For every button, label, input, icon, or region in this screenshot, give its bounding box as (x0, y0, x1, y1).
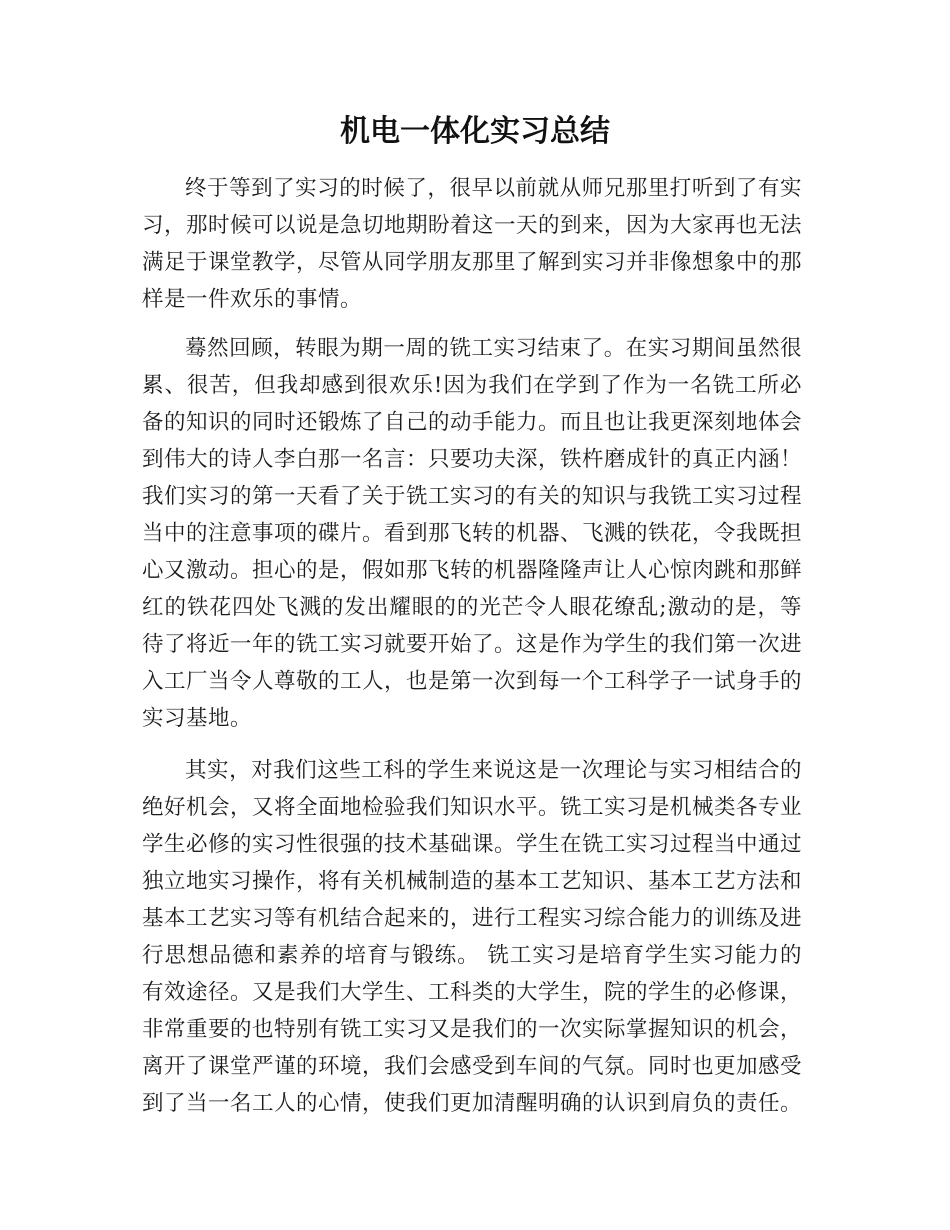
paragraph-1: 终于等到了实习的时候了，很早以前就从师兄那里打听到了有实习，那时候可以说是急切地期盼着这一天的到来，因为大家再也无法满足于课堂教学，尽管从同学朋友那里了解到实习并非像想象中的那样是一件欢乐的事情。 (142, 176, 803, 312)
paragraph-2: 蓦然回顾，转眼为期一周的铣工实习结束了。在实习期间虽然很累、很苦，但我却感到很欢乐!因为我们在学到了作为一名铣工所必备的知识的同时还锻炼了自己的动手能力。而且也让我更深刻地体会到伟大的诗人李白那一名言：只要功夫深，铁杵磨成针的真正内涵！我们实习的第一天看了关于铣工实习的有关的知识与我铣工实习过程当中的注意事项的碟片。看到那飞转的机器、飞溅的铁花，令我既担心又激动。担心的是，假如那飞转的机器隆隆声让人心惊肉跳和那鲜红的铁花四处飞溅的发出耀眼的的光芒令人眼花缭乱;激动的是，等待了将近一年的铣工实习就要开始了。这是作为学生的我们第一次进入工厂当令人尊敬的工人，也是第一次到每一个工科学子一试身手的实习基地。 (142, 336, 803, 731)
paragraph-3: 其实，对我们这些工科的学生来说这是一次理论与实习相结合的绝好机会，又将全面地检验我们知识水平。铣工实习是机械类各专业学生必修的实习性很强的技术基础课。学生在铣工实习过程当中通过独立地实习操作，将有关机械制造的基本工艺知识、基本工艺方法和基本工艺实习等有机结合起来的，进行工程实习综合能力的训练及进行思想品德和素养的培育与锻练。 铣工实习是培育学生实习能力的有效途径。又是我们大学生、工科类的大学生，院的学生的必修课，非常重要的也特别有铣工实习又是我们的一次实际掌握知识的机会，离开了课堂严谨的环境，我们会感受到车间的气氛。同时也更加感受到了当一名工人的心情，使我们更加清醒明确的认识到肩负的责任。 (142, 758, 803, 1116)
document-title: 机电一体化实习总结 (340, 114, 610, 149)
